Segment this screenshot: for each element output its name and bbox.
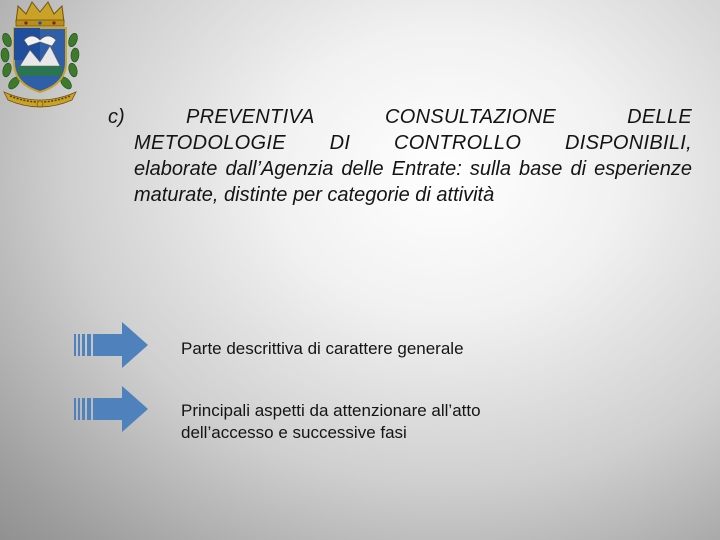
arrow-label-2-line1: Principali aspetti da attenzionare all’atto [181, 401, 481, 420]
arrow-label-2-line2: dell’accesso e successive fasi [181, 423, 407, 442]
item-c-marker: c) [108, 106, 125, 128]
item-c [108, 104, 692, 208]
arrow-label-2 [181, 400, 481, 444]
crown-icon [16, 2, 64, 26]
arrow-label-1: Parte descrittiva di carattere generale [181, 339, 464, 358]
item-c-body [108, 104, 692, 208]
item-c-text: elaborate dall’Agenzia delle Entrate: sulla base di esperienze maturate, distinte per categorie di attività [134, 158, 692, 206]
blue-arrow-icon [74, 386, 148, 432]
item-c-heading: PREVENTIVA CONSULTAZIONE DELLE METODOLOGIE DI CONTROLLO DISPONIBILI, [134, 106, 692, 154]
coat-of-arms-icon [0, 0, 80, 108]
blue-arrow-icon [74, 322, 148, 368]
